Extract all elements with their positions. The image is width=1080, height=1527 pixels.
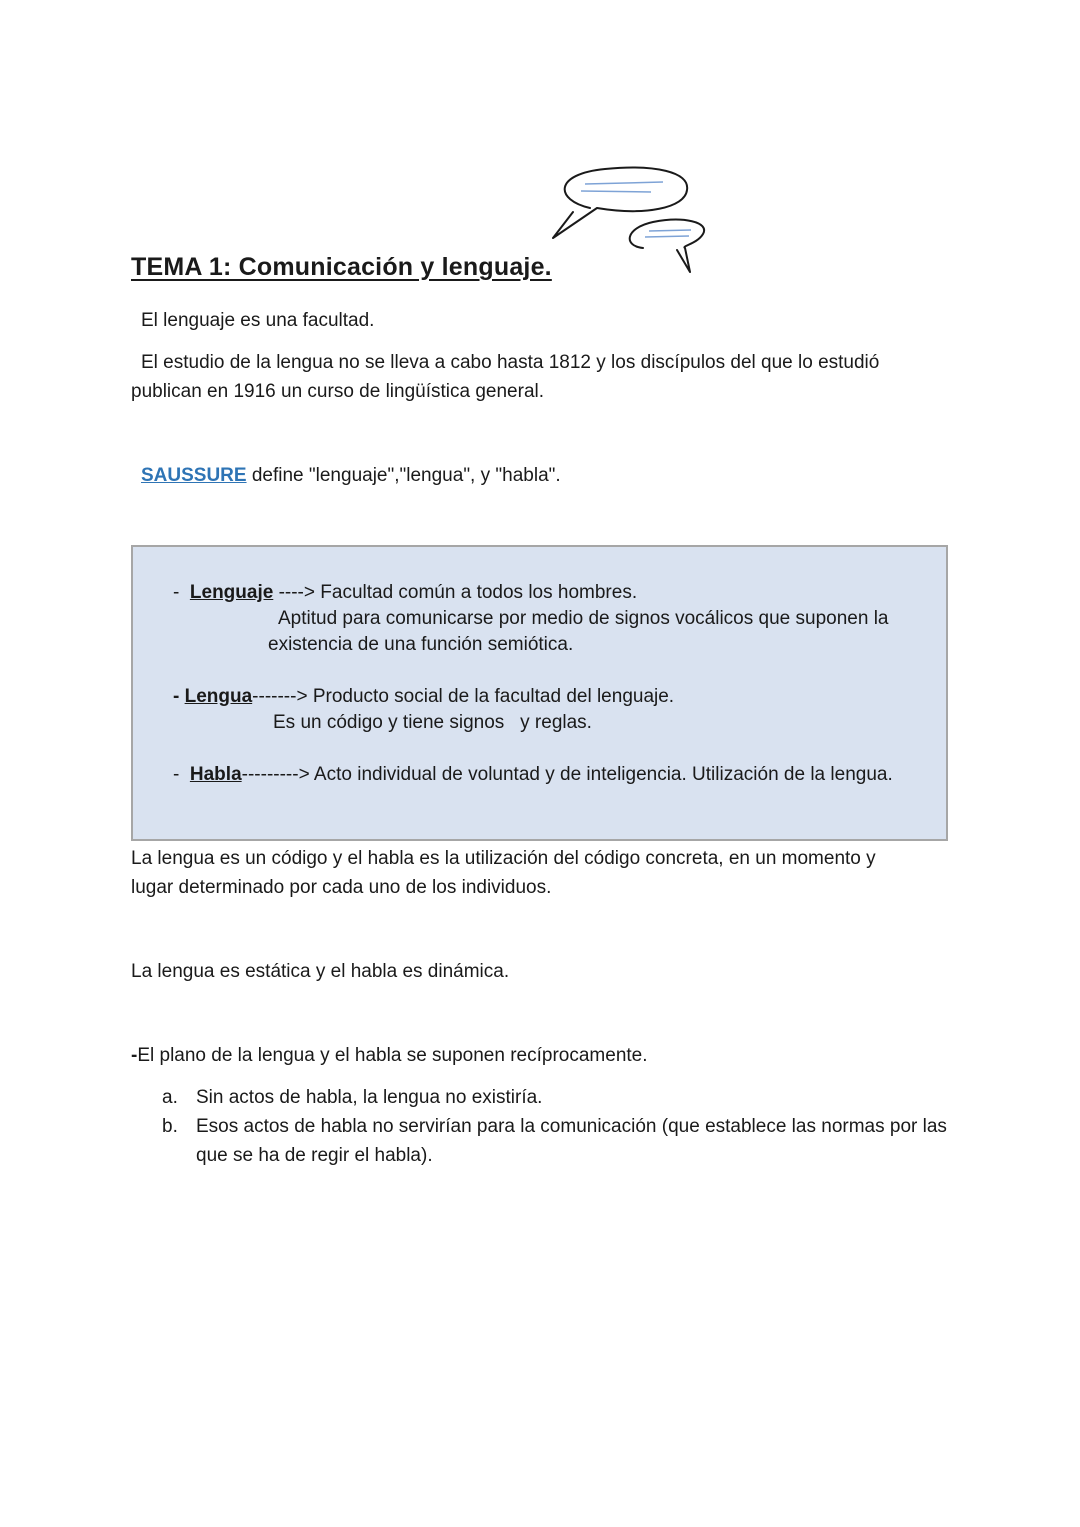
list-item-text: Sin actos de habla, la lengua no existiría.: [196, 1087, 543, 1108]
saussure-link[interactable]: SAUSSURE: [141, 465, 247, 486]
intro-paragraph-1: El lenguaje es una facultad.: [141, 310, 375, 331]
dash: -: [131, 1045, 138, 1066]
saussure-paragraph: [141, 461, 941, 490]
arrow: ---->: [273, 582, 321, 603]
arrow: --------->: [241, 764, 314, 785]
definition-text: Producto social de la facultad del lenguaje.: [312, 686, 675, 707]
body-paragraph-3: [131, 1041, 931, 1070]
saussure-text: define "lenguaje","lengua", y "habla".: [246, 465, 561, 486]
bullet: -: [173, 582, 180, 603]
definition-lenguaje-line3: existencia de una función semiótica.: [268, 634, 574, 655]
bullet: -: [173, 686, 185, 707]
definition-lengua: [173, 684, 674, 710]
speech-bubbles-icon: [545, 160, 715, 280]
definition-text: Facultad común a todos los hombres.: [320, 582, 638, 603]
arrow: ------->: [252, 686, 313, 707]
list-marker: b.: [162, 1116, 178, 1137]
reciprocity-list: [160, 1083, 950, 1170]
definition-lengua-line2: Es un código y tiene signos y reglas.: [273, 712, 592, 733]
list-item: [160, 1083, 950, 1112]
page-title: TEMA 1: Comunicación y lenguaje.: [131, 253, 552, 281]
list-item-text: Esos actos de habla no servirían para la comunicación (que establece las normas por las que se ha de regir el habla).: [196, 1116, 947, 1166]
definition-text: Acto individual de voluntad y de inteligencia. Utilización de la lengua.: [313, 764, 893, 785]
term-lengua: Lengua: [184, 686, 253, 707]
definitions-box: [131, 545, 948, 841]
list-marker: a.: [162, 1087, 178, 1108]
list-item: [160, 1112, 950, 1170]
term-habla: Habla: [189, 764, 242, 785]
definition-lenguaje-line2: Aptitud para comunicarse por medio de signos vocálicos que suponen la: [278, 608, 889, 629]
body-paragraph-3-text: El plano de la lengua y el habla se suponen recíprocamente.: [137, 1045, 648, 1066]
term-lenguaje: Lenguaje: [189, 582, 274, 603]
body-paragraph-2: La lengua es estática y el habla es dinámica.: [131, 961, 510, 982]
definition-lenguaje: [173, 580, 637, 606]
body-paragraph-1: La lengua es un código y el habla es la utilización del código concreta, en un momento y lugar determinado por cada uno de los individuos.: [131, 848, 876, 898]
bullet: -: [173, 764, 180, 785]
intro-paragraph-2: El estudio de la lengua no se lleva a cabo hasta 1812 y los discípulos del que lo estudió publican en 1916 un curso de lingüística general.: [131, 352, 880, 402]
definition-habla: [173, 762, 893, 788]
